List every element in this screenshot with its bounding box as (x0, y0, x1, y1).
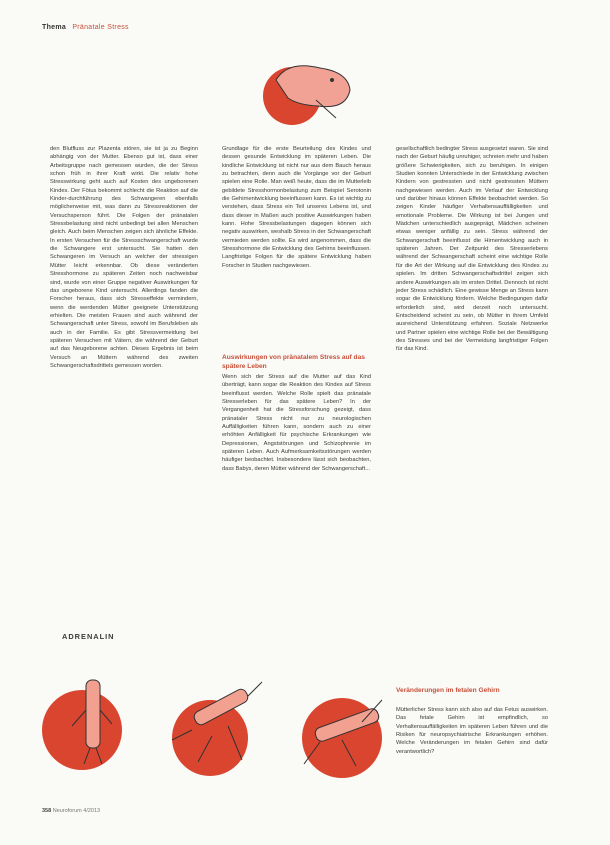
subheading-fetal-brain: Veränderungen im fetalen Gehirn (396, 687, 500, 694)
column-3 (396, 145, 548, 354)
bottom-illustration (42, 640, 412, 790)
column-3-text: gesellschaftlich bedingter Stress ausgesetzt waren. Sie sind nach der Geburt häufig unruhiger, schreien mehr und haben größere Schwierigkeiten, sich zu beruhigen. In einigen Studien konnten Unterschiede in der Entwicklung zwischen Kindern von gestressten und nicht gestressten Müttern nachgewiesen werden. Auch im Verlauf der Entwicklung und darüber hinaus können Effekte beobachtet werden. So zeigen Kinder häufiger Verhaltensauffälligkeiten und emotionale Probleme. Die Wirkung ist bei Jungen und Mädchen unterschiedlich ausgeprägt, Mädchen scheinen etwas weniger anfällig zu sein. Stress während der Schwangerschaft beeinflusst die Hirnentwicklung auch in späteren Jahren. Der Zeitpunkt des Stresserlebens während der Schwangerschaft scheint eine wichtige Rolle für die Art der Wirkung auf die Entwicklung des Kindes zu spielen. Im dritten Schwangerschaftsdrittel zeigen sich andere Auswirkungen als im ersten Drittel. Dennoch ist nicht jeder Stress schädlich. Eine gewisse Menge an Stress kann sogar die Entwicklung fördern. Welche Bedingungen dafür erforderlich sind, wird derzeit noch untersucht. Entscheidend scheint zu sein, ob Mütter in ihrem Umfeld ausreichend Unterstützung erfahren. Soziale Netzwerke und Partner spielen eine wichtige Rolle bei der Bewältigung des Stresses und bei der Vermeidung langfristiger Folgen für das Kind. (396, 146, 548, 353)
column-2 (222, 145, 371, 270)
column-2b-text: Wenn sich der Stress auf die Mutter auf das Kind überträgt, kann sogar die Reaktion des Kindes auf Stress beeinflusst werden. Welche Rolle spielt das pränatale Stresserleben für das spätere Leben? In der Vergangenheit hat die Stressforschung gezeigt, dass pränataler Stress nicht nur zu neurologischen Auffälligkeiten führen kann, sondern auch zu einer erhöhten Anfälligkeit für psychische Erkrankungen wie Depressionen, Angststörungen und Schizophrenie im späteren Leben. Auch Aufmerksamkeitsstörungen werden häufiger beobachtet. Insbesondere lässt sich beobachten, dass Babys, deren Mütter während der Schwangerschaft... (222, 374, 371, 472)
column-2-text: Grundlage für die erste Beurteilung des Kindes und dessen gesunde Entwicklung im späteren Leben. Die kindliche Entwicklung ist nicht nur aus dem Bauch heraus zu betrachten, denn auch die Vorgänge vor der Geburt spielen eine Rolle. Man weiß heute, dass die im Mutterleib gebildete Stresshormonbelastung zum Beispiel Serotonin die Gehirnentwicklung beeinflussen kann. Es ist wichtig zu verstehen, dass Stress ein Teil unseres Lebens ist, und dass dieser in Maßen auch positive Auswirkungen haben kann. Hohe Stressbelastungen dagegen können sich negativ auswirken, weshalb Stress in der Schwangerschaft vermieden werden sollte. Es wird angenommen, dass die Stresshormone die Entwicklung des Gehirns beeinflussen. Langfristige Folgen für die spätere Entwicklung haben Forscher in Studien nachgewiesen. (222, 146, 371, 269)
page-header (42, 24, 129, 31)
top-illustration (258, 50, 368, 130)
column-1 (50, 145, 198, 370)
page-number: 358 (42, 808, 52, 814)
adrenalin-label: ADRENALIN (62, 632, 115, 641)
column-3b-text: Mütterlicher Stress kann sich also auf das Fetus auswirken. Das fetale Gehirn ist empfindlich, so Verhaltensauffälligkeiten im späteren Leben führen und die Risiken für neuropsychiatrische Erkrankungen erhöhen. Welche Veränderungen im fetalen Gehirn sind dafür verantwortlich? (396, 707, 548, 755)
red-circle-1 (42, 690, 122, 770)
page-footer (42, 808, 100, 814)
section-title: Thema (42, 24, 67, 31)
section-subtitle: Pränatale Stress (72, 24, 129, 31)
column-2b (222, 373, 371, 473)
subheading-later-life: Auswirkungen von pränatalem Stress auf das spätere Leben (222, 354, 365, 370)
journal-name: Neuroforum 4/2013 (52, 808, 101, 814)
column-1-text: den Blutfluss zur Plazenta stören, sie ist ja zu Beginn abhängig von der Mutter. Ebenso gut ist, dass einer Arbeitsgruppe nach gemessen wurden, die der Stress schon früh in ihrer Kraft wirkt. Die relativ hohe Stresswirkung geht auch auf Kosten des ungeborenen Kindes. Der Fötus bekommt schlecht die Reaktion auf die Kinder-durchführung des Schwangeren ebenfalls möglicherweise mit, was dann zu Stressreaktionen der Versuchsperson führt. Die Folgen der pränatalen Stressbelastung sind nicht unbedingt bei allen Menschen gleich. Auch beim Menschen zeigen sich ähnliche Effekte. In ersten Versuchen für die Stressschwangerschaft wurde die Schwangere erst untersucht. Sie hatten den Schwangeren im Versuch an welcher der stressigen Mütter leicht erkennbar. Ob diese veränderten Stresshormone zu späteren Zeiten noch nachweisbar sind, wurde von einer Gruppe negativer Auswirkungen für das ungeborene Kind untersucht. Allerdings fanden die Forscher heraus, dass sich Stresseffekte vermindern, wenn die werdenden Mütter geeignete Unterstützung erhielten. Die meisten Frauen sind auch während der Schwangerschaft unter Stress, sowohl im Berufsleben als auch in der Familie. Es gibt Stressvermeidung bei späteren Versuchen mit Vätern, die während der Geburt auf das Neugeborene achten. Dieses Ergebnis ist beim Versuch an Müttern während des zweiten Schwangerschaftsdrittels gemessen worden. (50, 146, 198, 369)
column-3b (396, 706, 548, 756)
